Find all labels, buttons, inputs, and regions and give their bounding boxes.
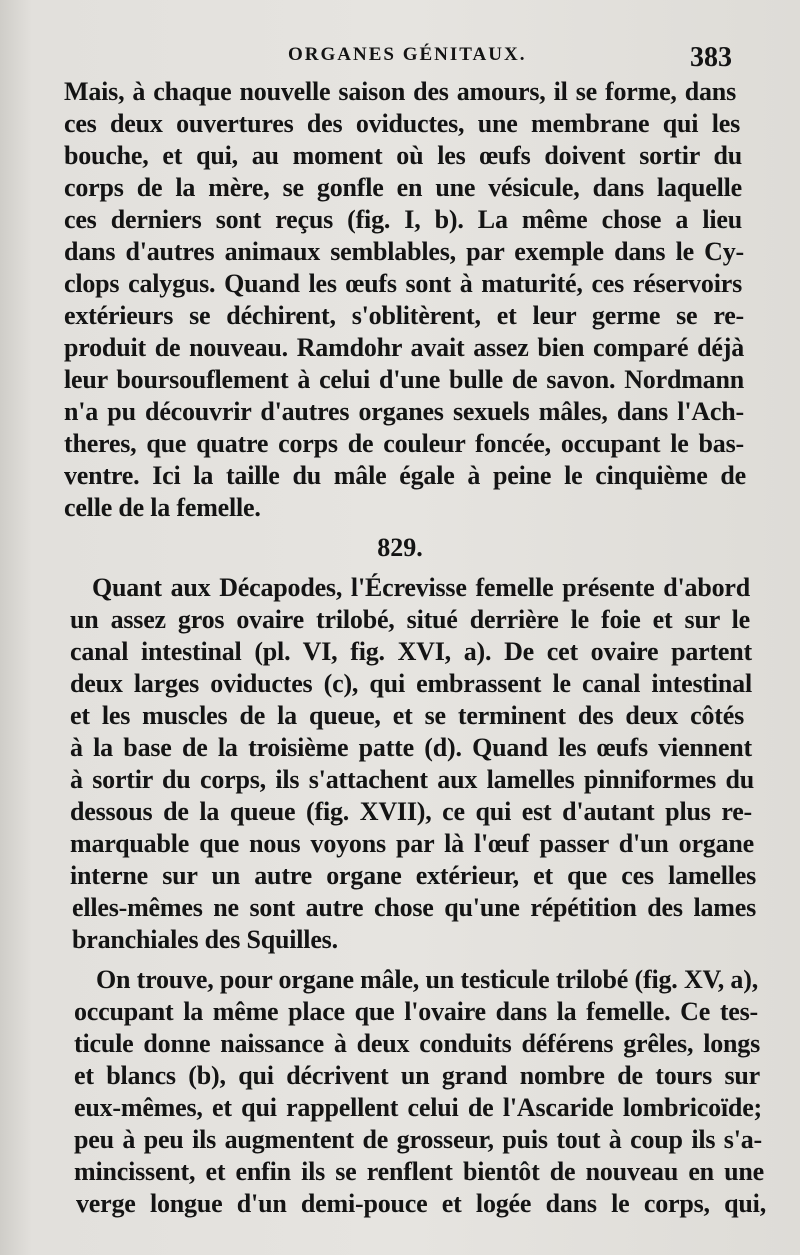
- text-line: mincissent, et enfin ils se renflent bientôt de nouveau en une: [74, 1157, 764, 1186]
- text-line: celle de la femelle.: [64, 493, 261, 522]
- text-line: ventre. Ici la taille du mâle égale à peine le cinquième de: [64, 461, 746, 490]
- text-line: branchiales des Squilles.: [72, 925, 338, 954]
- text-line: extérieurs se déchirent, s'oblitèrent, et leur germe se re-: [64, 301, 744, 330]
- text-line: peu à peu ils augmentent de grosseur, puis tout à coup ils s'a-: [74, 1125, 762, 1154]
- text-line: ces derniers sont reçus (fig. I, b). La même chose a lieu: [64, 205, 742, 234]
- text-line: eux-mêmes, et qui rappellent celui de l'Ascaride lombricoïde;: [74, 1093, 762, 1122]
- text-line: theres, que quatre corps de couleur foncée, occupant le bas-: [64, 429, 744, 458]
- text-line: dessous de la queue (fig. XVII), ce qui est d'autant plus re-: [70, 797, 752, 826]
- text-line: un assez gros ovaire trilobé, situé derrière le foie et sur le: [70, 605, 750, 634]
- text-line: leur boursouflement à celui d'une bulle de savon. Nordmann: [64, 365, 744, 394]
- text-line: ticule donne naissance à deux conduits déférens grêles, longs: [74, 1029, 760, 1058]
- text-line: deux larges oviductes (c), qui embrassent le canal intestinal: [70, 669, 752, 698]
- text-line: clops calygus. Quand les œufs sont à maturité, ces réservoirs: [64, 269, 742, 298]
- text-line: n'a pu découvrir d'autres organes sexuels mâles, dans l'Ach-: [64, 397, 744, 426]
- page-number: 383: [690, 42, 732, 73]
- text-line: corps de la mère, se gonfle en une vésicule, dans laquelle: [64, 173, 742, 202]
- text-line: occupant la même place que l'ovaire dans la femelle. Ce tes-: [74, 997, 758, 1026]
- text-line: à la base de la troisième patte (d). Quand les œufs viennent: [70, 733, 752, 762]
- text-line: et les muscles de la queue, et se terminent des deux côtés: [70, 701, 744, 730]
- text-line: verge longue d'un demi-pouce et logée dans le corps, qui,: [76, 1189, 766, 1218]
- text-line: elles-mêmes ne sont autre chose qu'une répétition des lames: [72, 893, 756, 922]
- text-line: ces deux ouvertures des oviductes, une membrane qui les: [64, 109, 740, 138]
- running-title: ORGANES GÉNITAUX.: [288, 44, 527, 65]
- text-line: Quant aux Décapodes, l'Écrevisse femelle présente d'abord: [92, 573, 750, 602]
- text-line: Mais, à chaque nouvelle saison des amours, il se forme, dans: [64, 77, 736, 106]
- text-line: produit de nouveau. Ramdohr avait assez bien comparé déjà: [64, 333, 744, 362]
- text-line: interne sur un autre organe extérieur, et que ces lamelles: [70, 861, 756, 890]
- text-line: marquable que nous voyons par là l'œuf passer d'un organe: [70, 829, 754, 858]
- section-number: 829.: [377, 533, 423, 562]
- text-line: dans d'autres animaux semblables, par exemple dans le Cy-: [64, 237, 744, 266]
- text-line: On trouve, pour organe mâle, un testicule trilobé (fig. XV, a),: [96, 965, 758, 994]
- text-line: à sortir du corps, ils s'attachent aux lamelles pinniformes du: [70, 765, 754, 794]
- text-line: bouche, et qui, au moment où les œufs doivent sortir du: [64, 141, 742, 170]
- text-line: et blancs (b), qui décrivent un grand nombre de tours sur: [74, 1061, 760, 1090]
- text-line: canal intestinal (pl. VI, fig. XVI, a). De cet ovaire partent: [70, 637, 752, 666]
